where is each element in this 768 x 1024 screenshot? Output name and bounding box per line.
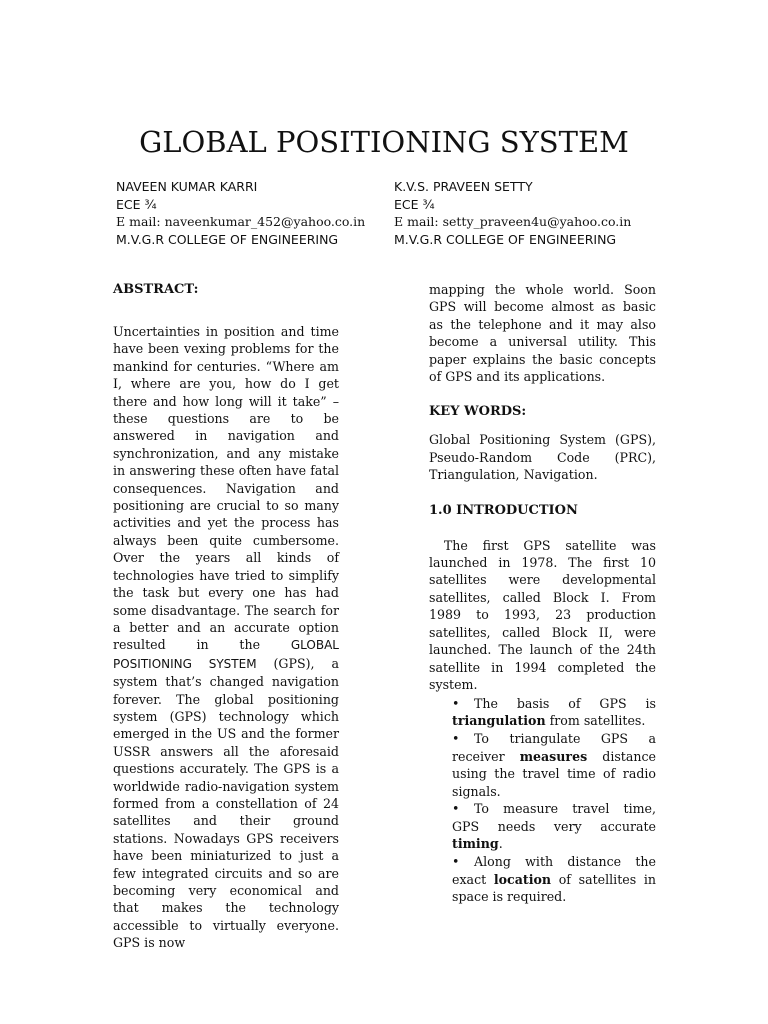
author-block-2: [394, 178, 631, 248]
author-email: E mail: setty_praveen4u@yahoo.co.in: [394, 214, 632, 229]
abstract-continued: mapping the whole world. Soon GPS will become almost as basic as the telephone and it may also become a universal utility. This paper explains the basic concepts of GPS and its applications.: [429, 282, 656, 385]
bullet-icon: •: [452, 696, 460, 711]
paper-title: GLOBAL POSITIONING SYSTEM: [139, 125, 629, 159]
introduction-heading: 1.0 INTRODUCTION: [429, 502, 578, 518]
abstract-part-1: Uncertainties in position and time have been vexing problems for the mankind for centuries. “Where am I, where are you, how do I get there and how long will it take” – these questions are to be answered in navigation and synchronization, and any mistake in answering these often have fatal consequences. Navigation and positioning are crucial to so many activities and yet the process has always been quite cumbersome. Over the years all kinds of technologies have tried to simplify the task but every one has had some disadvantage. The search for a better and an accurate option resulted in the: [113, 324, 339, 653]
introduction-text: The first GPS satellite was launched in 1978. The first 10 satellites were developmental satellites, called Block I. From 1989 to 1993, 23 production satellites, called Block II, were launched. The launch of the 24th satellite in 1994 completed the system.: [429, 537, 661, 692]
author-dept: ECE ¾: [116, 196, 157, 212]
bullet-icon: •: [452, 854, 460, 870]
right-column: [429, 281, 661, 693]
bullet-list: [452, 695, 656, 906]
keywords-text: Global Positioning System (GPS), Pseudo-Random Code (PRC), Triangulation, Navigation.: [429, 432, 656, 483]
left-column: [113, 281, 339, 952]
abstract-text: [113, 323, 339, 952]
author-name: K.V.S. PRAVEEN SETTY: [394, 179, 533, 194]
author-dept: ECE ¾: [394, 196, 435, 212]
list-item: • Along with distance the exact location of satellites in space is required.: [452, 854, 656, 904]
author-college: M.V.G.R COLLEGE OF ENGINEERING: [394, 231, 617, 247]
keywords-heading: KEY WORDS:: [429, 404, 527, 420]
list-item: • To triangulate GPS a receiver measures distance using the travel time of radio signals.: [452, 731, 656, 799]
abstract-part-2: (GPS), a system that’s changed navigation forever. The global positioning system (GPS) technology which emerged in the US and the former USSR answers all the aforesaid questions accurately. The GPS is a worldwide radio-navigation system formed from a constellation of 24 satellites and their ground stations. Nowadays GPS receivers have been miniaturized to just a few integrated circuits and so are becoming very economical and that makes the technology accessible to virtually everyone. GPS is now: [113, 655, 339, 951]
author-college: M.V.G.R COLLEGE OF ENGINEERING: [116, 231, 339, 247]
author-name: NAVEEN KUMAR KARRI: [116, 179, 258, 194]
abstract-gps-caps: GLOBAL POSITIONING SYSTEM: [113, 638, 339, 671]
bullet-icon: •: [452, 801, 460, 817]
author-email: E mail: naveenkumar_452@yahoo.co.in: [116, 214, 366, 229]
abstract-heading: ABSTRACT:: [113, 282, 199, 297]
list-item: • The basis of GPS is triangulation from satellites.: [452, 696, 656, 729]
bullet-icon: •: [452, 731, 460, 747]
list-item: • To measure travel time, GPS needs very accurate timing.: [452, 801, 656, 852]
author-block-1: [116, 178, 365, 248]
